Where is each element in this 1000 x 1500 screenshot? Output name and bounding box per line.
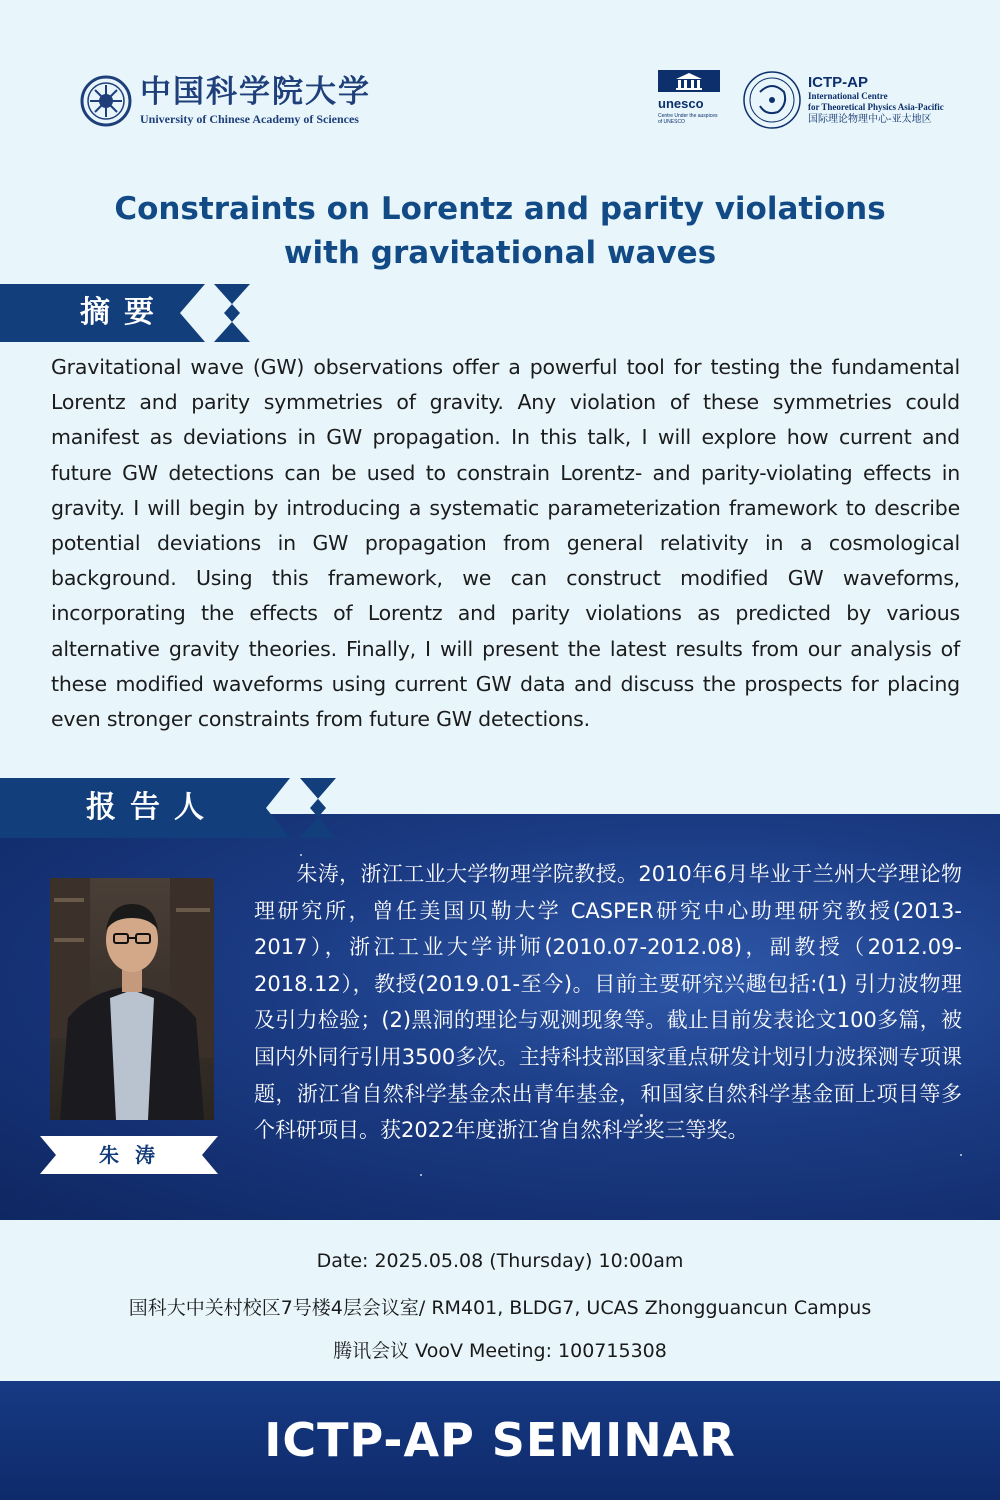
ictp-name: ICTP-AP	[808, 74, 868, 91]
abstract-tab	[0, 284, 260, 342]
ucas-chinese-name: 中国科学院大学	[140, 74, 371, 110]
ictp-chinese-name: 国际理论物理中心-亚太地区	[808, 114, 932, 125]
unesco-temple-icon	[658, 70, 720, 92]
speaker-photo	[50, 878, 214, 1120]
event-date: Date: 2025.05.08 (Thursday) 10:00am	[316, 1250, 684, 1272]
speaker-bio	[254, 856, 962, 1149]
seminar-label: ICTP-AP SEMINAR	[264, 1413, 736, 1467]
talk-title-line-2: with gravitational waves	[283, 235, 717, 271]
unesco-name: unesco	[658, 96, 704, 111]
abstract-text: Gravitational wave (GW) observations offer a powerful tool for testing the fundamental Lorentz and parity symmetries of gravity. Any violation of these symmetries could manifest as deviations in GW propagation. In this talk, I will explore how current and future GW detections can be used to constrain Lorentz- and parity-violating effects in gravity. I will begin by introducing a systematic parameterization framework to describe potential deviations in GW propagation from general relativity in a cosmological background. Using this framework, we can construct modified GW waveforms, incorporating the effects of Lorentz and parity violations as predicted by various alternative gravity theories. Finally, I will present the latest results from our analysis of these modified waveforms using current GW data and discuss the prospects for placing even stronger constraints from future GW detections.	[51, 355, 960, 732]
speaker-name: 朱涛	[99, 1143, 171, 1167]
ucas-logo	[80, 74, 371, 127]
speaker-heading: 报告人	[86, 790, 218, 825]
speaker-tab	[0, 778, 340, 838]
event-meeting: 腾讯会议 VooV Meeting: 100715308	[333, 1340, 667, 1362]
ucas-english-name: University of Chinese Academy of Sciences	[140, 112, 359, 126]
ictp-line-1: International Centre	[808, 91, 888, 101]
ictp-seal-icon	[742, 70, 802, 130]
unesco-subtitle: Centre Under the auspices of UNESCO	[658, 113, 718, 125]
ictp-logo	[742, 70, 944, 130]
event-venue: 国科大中关村校区7号楼4层会议室/ RM401, BLDG7, UCAS Zhongguancun Campus	[128, 1297, 872, 1319]
ucas-seal-icon	[80, 75, 132, 127]
speaker-bio-text: 朱涛，浙江工业大学物理学院教授。2010年6月毕业于兰州大学理论物理研究所，曾任美国贝勒大学 CASPER研究中心助理研究教授(2013-2017），浙江工业大学讲师(2010.07-2012.08)，副教授（2012.09-2018.12），教授(2019.01-至今)。目前主要研究兴趣包括:(1) 引力波物理及引力检验；(2)黑洞的理论与观测现象等。截止目前发表论文100多篇，被国内外同行引用3500多次。主持科技部国家重点研发计划引力波探测专项课题，浙江省自然科学基金杰出青年基金，和国家自然科学基金面上项目等多个科研项目。获2022年度浙江省自然科学奖三等奖。	[254, 862, 962, 1143]
ictp-line-2: for Theoretical Physics Asia-Pacific	[808, 102, 944, 112]
abstract-heading: 摘要	[80, 295, 168, 330]
unesco-logo	[658, 70, 720, 125]
talk-title-line-1: Constraints on Lorentz and parity violations	[114, 191, 886, 227]
